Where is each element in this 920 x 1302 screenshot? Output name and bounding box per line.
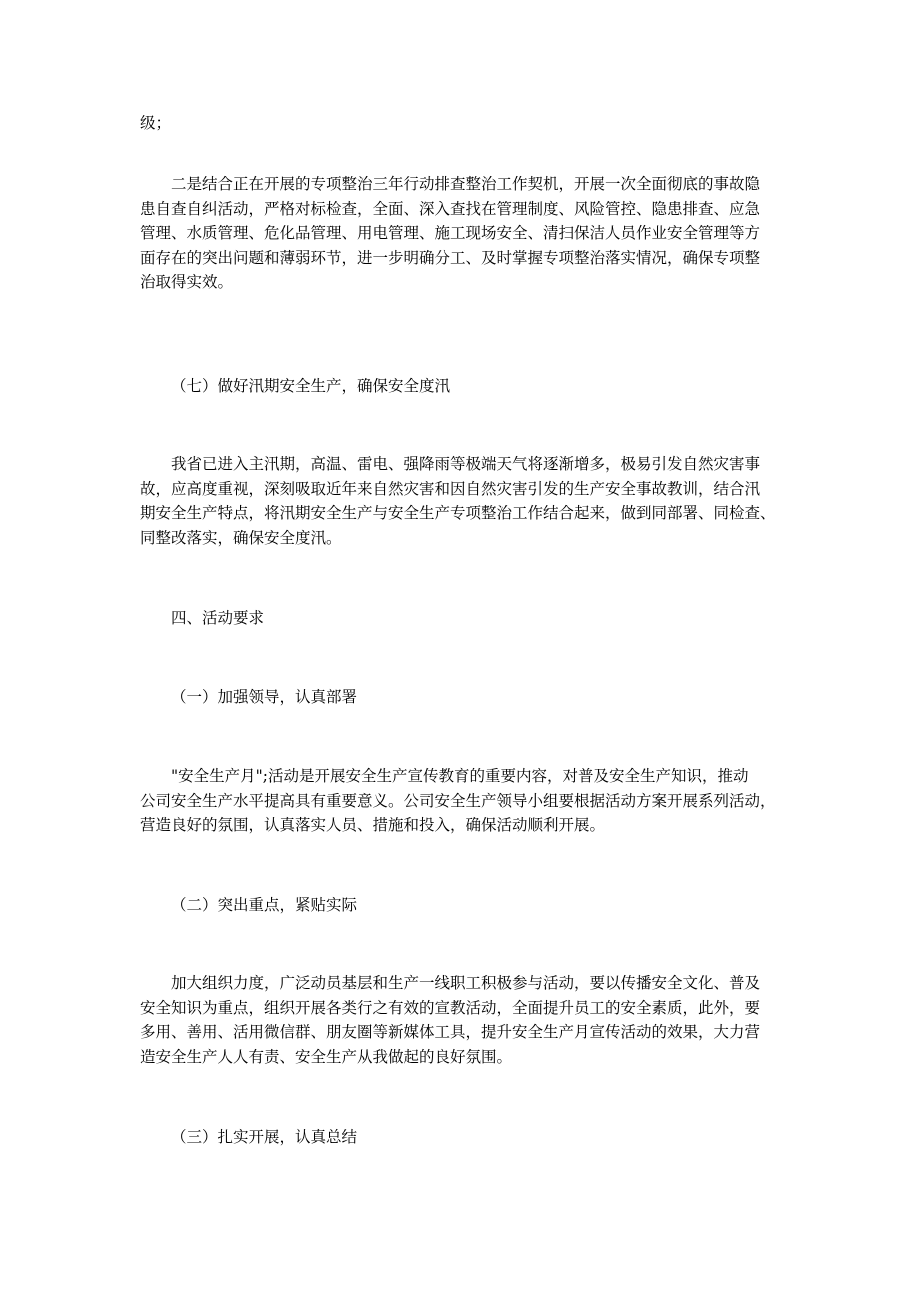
text-line: 期安全生产特点，将汛期安全生产与安全生产专项整治工作结合起来，做到同部署、同检查、 (140, 504, 776, 523)
text-line: 患自查自纠活动，严格对标检查，全面、深入查找在管理制度、风险管控、隐患排查、应急 (140, 199, 761, 218)
heading-flood-season: （七）做好汛期安全生产，确保安全度汛 (171, 377, 451, 395)
text-line: 加大组织力度，广泛动员基层和生产一线职工积极参与活动，要以传播安全文化、普及 (171, 974, 761, 992)
text-line: 同整改落实，确保安全度汛。 (140, 528, 342, 547)
text-line: 我省已进入主汛期，高温、雷电、强降雨等极端天气将逐渐增多，极易引发自然灾害事 (171, 455, 761, 473)
paragraph-leadership (140, 764, 790, 838)
continuation-text (140, 111, 790, 136)
text-line: 管理、水质管理、危化品管理、用电管理、施工现场安全、清扫保洁人员作业安全管理等方 (140, 224, 761, 243)
heading-summary: （三）扎实开展，认真总结 (171, 1128, 358, 1146)
text-line: 级； (140, 114, 172, 132)
text-line: 造安全生产人人有责、安全生产从我做起的良好氛围。 (140, 1047, 513, 1066)
text-line: 面存在的突出问题和薄弱环节，进一步明确分工、及时掌握专项整治落实情况，确保专项整 (140, 248, 761, 267)
text-line: 营造良好的氛围，认真落实人员、措施和投入，确保活动顺利开展。 (140, 816, 606, 835)
text-line: 公司安全生产水平提高具有重要意义。公司安全生产领导小组要根据活动方案开展系列活动， (140, 791, 776, 810)
text-line: 治取得实效。 (140, 273, 234, 292)
text-line: 安全知识为重点，组织开展各类行之有效的宣教活动，全面提升员工的安全素质，此外，要 (140, 998, 761, 1017)
text-line: 二是结合正在开展的专项整治三年行动排查整治工作契机，开展一次全面彻底的事故隐 (171, 175, 761, 193)
paragraph-special-rectification (140, 172, 790, 295)
heading-focus: （二）突出重点，紧贴实际 (171, 896, 358, 914)
heading-leadership: （一）加强领导，认真部署 (171, 688, 358, 706)
paragraph-focus (140, 971, 790, 1069)
text-line: "安全生产月";活动是开展安全生产宣传教育的重要内容，对普及安全生产知识，推动 (171, 767, 749, 785)
text-line: 多用、善用、活用微信群、朋友圈等新媒体工具，提升安全生产月宣传活动的效果，大力营 (140, 1023, 761, 1042)
text-line: 故，应高度重视，深刻吸取近年来自然灾害和因自然灾害引发的生产安全事故教训，结合汛 (140, 479, 761, 498)
section-heading-requirements: 四、活动要求 (171, 609, 265, 627)
paragraph-flood-season (140, 452, 790, 550)
